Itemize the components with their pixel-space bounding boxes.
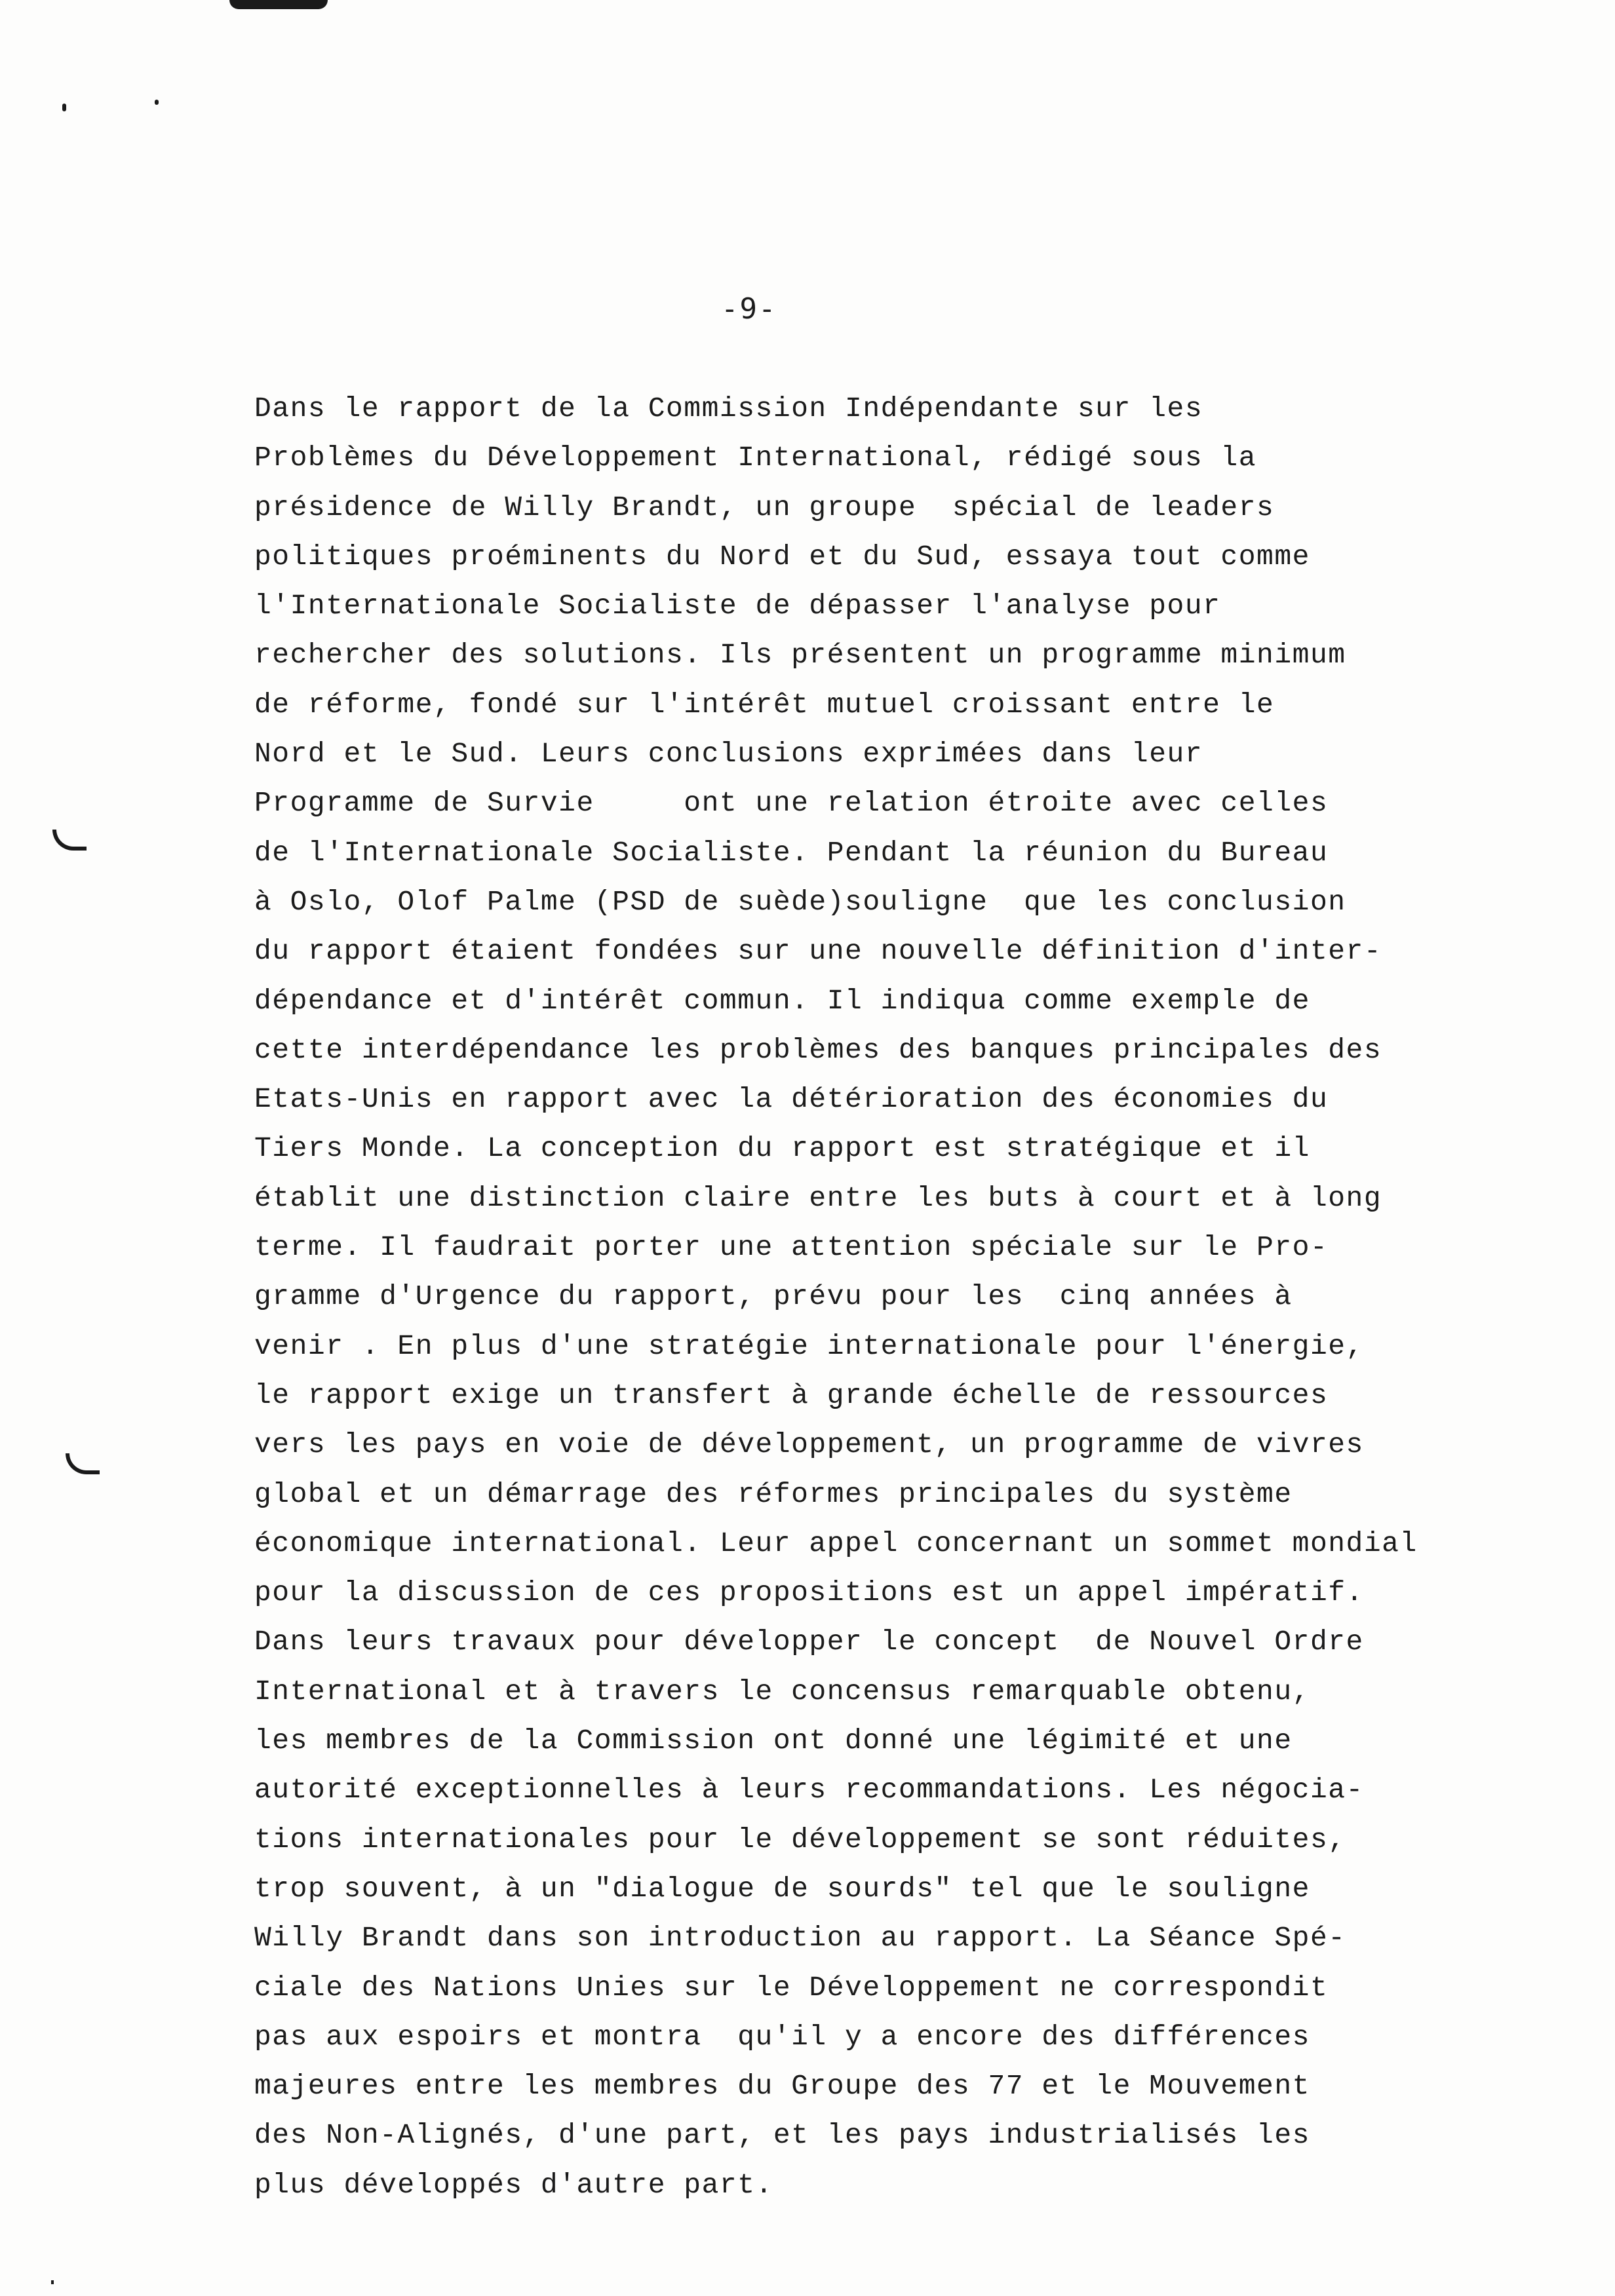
text-line: Willy Brandt dans son introduction au rapport. La Séance Spé- [254,1922,1346,1955]
text-line: tions internationales pour le développement se sont réduites, [254,1823,1346,1856]
text-line: terme. Il faudrait porter une attention spéciale sur le Pro- [254,1231,1329,1264]
text-line: Dans le rapport de la Commission Indépendante sur les [254,392,1203,425]
text-line: Problèmes du Développement International, rédigé sous la [254,442,1257,474]
text-line: des Non-Alignés, d'une part, et les pays industrialisés les [254,2119,1310,2152]
text-line: International et à travers le concensus remarquable obtenu, [254,1675,1310,1708]
text-line: dépendance et d'intérêt commun. Il indiqua comme exemple de [254,984,1310,1017]
text-line: pour la discussion de ces propositions est un appel impératif. [254,1577,1364,1609]
text-line: global et un démarrage des réformes principales du système [254,1478,1293,1510]
text-line: trop souvent, à un "dialogue de sourds" tel que le souligne [254,1872,1310,1905]
scan-speck [155,100,159,105]
text-line: gramme d'Urgence du rapport, prévu pour les cinq années à [254,1280,1293,1313]
text-line: plus développés d'autre part. [254,2168,773,2201]
text-line: Dans leurs travaux pour développer le concept de Nouvel Ordre [254,1626,1364,1658]
text-line: Programme de Survie ont une relation étroite avec celles [254,787,1329,820]
text-line: l'Internationale Socialiste de dépasser l'analyse pour [254,590,1221,622]
text-line: pas aux espoirs et montra qu'il y a encore des différences [254,2020,1310,2053]
text-line: autorité exceptionnelles à leurs recommandations. Les négocia- [254,1774,1364,1807]
page-number: -9- [721,292,777,326]
text-line: établit une distinction claire entre les buts à court et à long [254,1181,1382,1214]
text-line: Nord et le Sud. Leurs conclusions exprimées dans leur [254,738,1203,771]
text-line: majeures entre les membres du Groupe des 77 et le Mouvement [254,2070,1310,2103]
text-line: de réforme, fondé sur l'intérêt mutuel croissant entre le [254,688,1275,721]
text-line: cette interdépendance les problèmes des banques principales des [254,1033,1382,1066]
text-line: du rapport étaient fondées sur une nouvelle définition d'inter- [254,935,1382,968]
text-line: à Oslo, Olof Palme (PSD de suède)souligne que les conclusion [254,885,1346,918]
text-line: le rapport exige un transfert à grande échelle de ressources [254,1379,1329,1411]
text-line: les membres de la Commission ont donné une légimité et une [254,1725,1293,1757]
scan-speck [51,2280,54,2284]
text-line: Tiers Monde. La conception du rapport est stratégique et il [254,1132,1310,1165]
text-line: Etats-Unis en rapport avec la détérioration des économies du [254,1083,1329,1116]
text-line: rechercher des solutions. Ils présentent un programme minimum [254,639,1346,672]
text-line: politiques proéminents du Nord et du Sud, essaya tout comme [254,540,1310,573]
text-line: de l'Internationale Socialiste. Pendant la réunion du Bureau [254,836,1329,869]
text-line: présidence de Willy Brandt, un groupe spécial de leaders [254,491,1275,524]
text-line: ciale des Nations Unies sur le Développement ne correspondit [254,1971,1329,2004]
text-line: venir . En plus d'une stratégie internationale pour l'énergie, [254,1330,1364,1362]
scan-speck [62,104,66,111]
text-line: vers les pays en voie de développement, un programme de vivres [254,1428,1364,1461]
margin-pen-mark [52,830,87,851]
scan-smudge-mark [229,0,328,9]
document-body [254,384,1565,2210]
margin-pen-mark [66,1453,100,1474]
text-line: économique international. Leur appel concernant un sommet mondial [254,1527,1418,1559]
